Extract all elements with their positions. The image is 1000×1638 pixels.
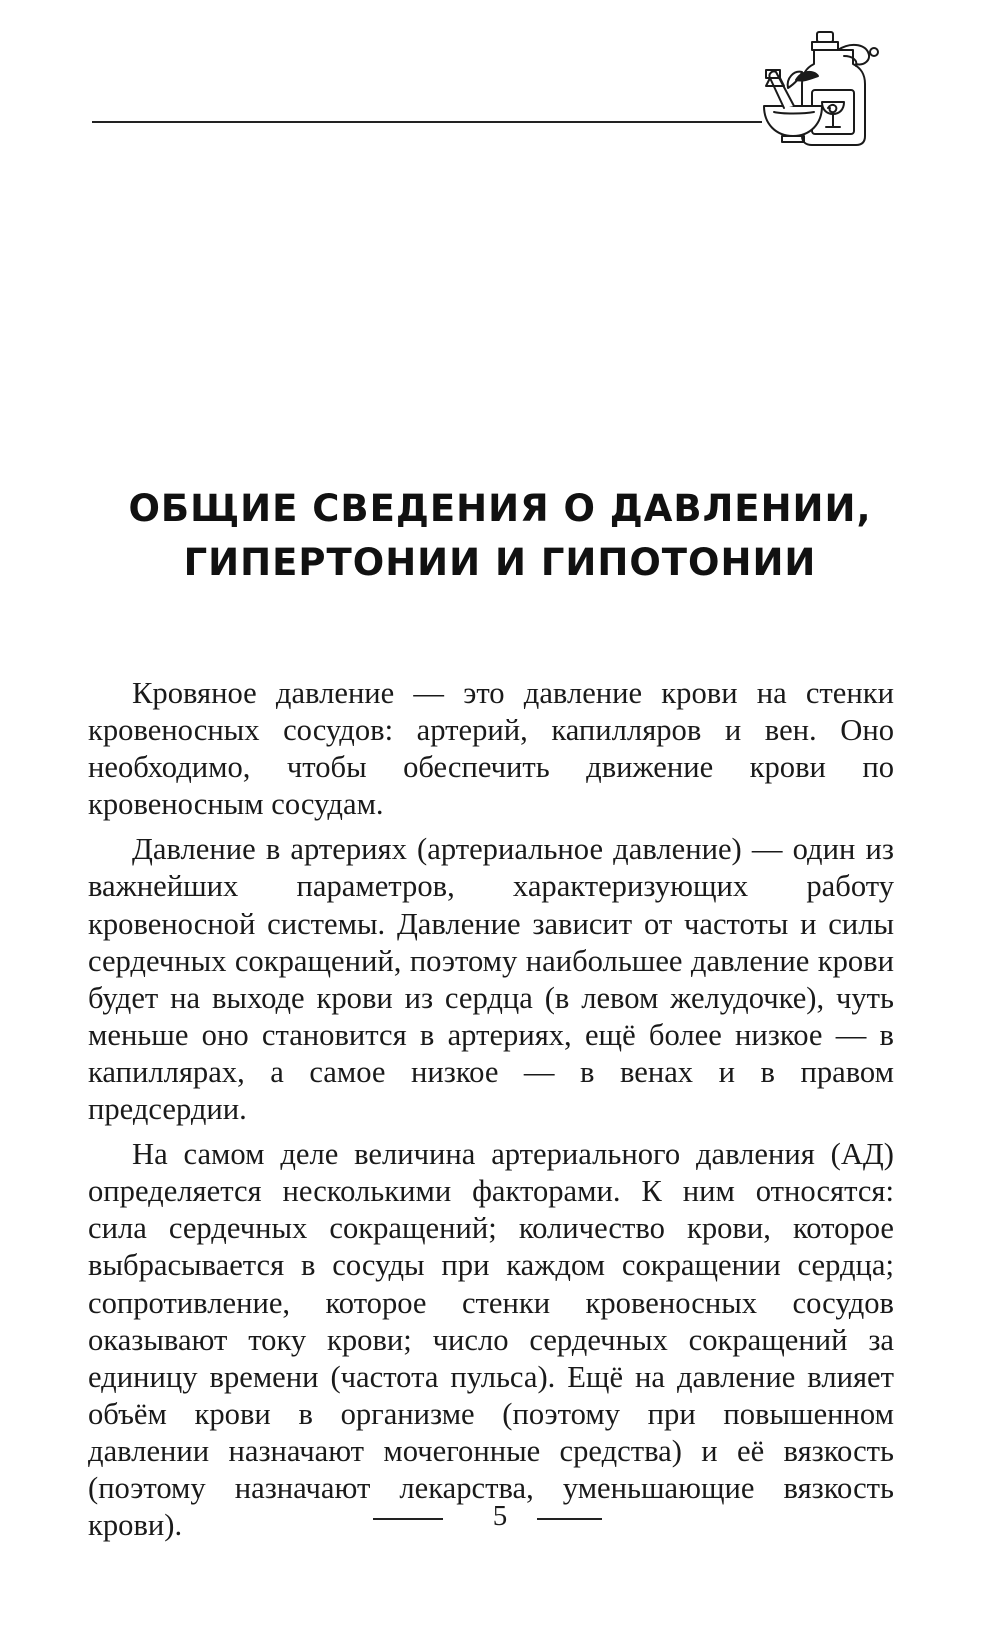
ribbon-knot (870, 48, 878, 56)
snake-symbol (828, 105, 836, 112)
chapter-title-line-1: ОБЩИЕ СВЕДЕНИЯ О ДАВЛЕНИИ, (128, 487, 872, 530)
page-footer (0, 1496, 1000, 1536)
mortar-base (782, 136, 804, 142)
bottle-cap (812, 42, 838, 50)
bottle-stopper (817, 32, 833, 42)
footer-rule-left (373, 1518, 443, 1520)
chapter-title (80, 482, 920, 590)
bowl-stem (826, 114, 840, 127)
chapter-title-line-2: ГИПЕРТОНИИ И ГИПОТОНИИ (183, 541, 817, 584)
body-text (88, 675, 894, 1552)
pharmacy-mortar-and-bottle-icon (762, 28, 897, 153)
mortar-bowl (764, 106, 822, 136)
paragraph-arterial-pressure: Давление в артериях (артериальное давление) — один из важнейших параметров, характеризующих работу кровеносной системы. Давление зависит от частоты и силы сердечных сокращений, поэтому наибольшее давление крови будет на выходе крови из сердца (в левом желудочке), чуть меньше оно становится в артериях, ещё более низкое — в капиллярах, а самое низкое — в венах и в правом предсердии. (88, 832, 894, 1127)
header-rule (92, 121, 762, 123)
page-number: 5 (492, 1500, 508, 1532)
paragraph-blood-pressure-definition: Кровяное давление — это давление крови на стенки кровеносных сосудов: артерий, капилляров и вен. Оно необходимо, чтобы обеспечить движение крови по кровеносным сосудам. (88, 676, 894, 822)
paragraph-pressure-factors: На самом деле величина артериального давления (АД) определяется несколькими факторами. К ним относятся: сила сердечных сокращений; количество крови, которое выбрасывается в сосуды при каждом сокращении сердца; сопротивление, которое стенки кровеносных сосудов оказывают току крови; число сердечных сокращений за единицу времени (частота пульса). Ещё на давление влияет объём крови в организме (поэтому при повышенном давлении назначают мочегонные средства) и её вязкость (поэтому назначают лекарства, уменьшающие вязкость крови). (88, 1137, 894, 1543)
footer-rule-right (537, 1518, 602, 1520)
